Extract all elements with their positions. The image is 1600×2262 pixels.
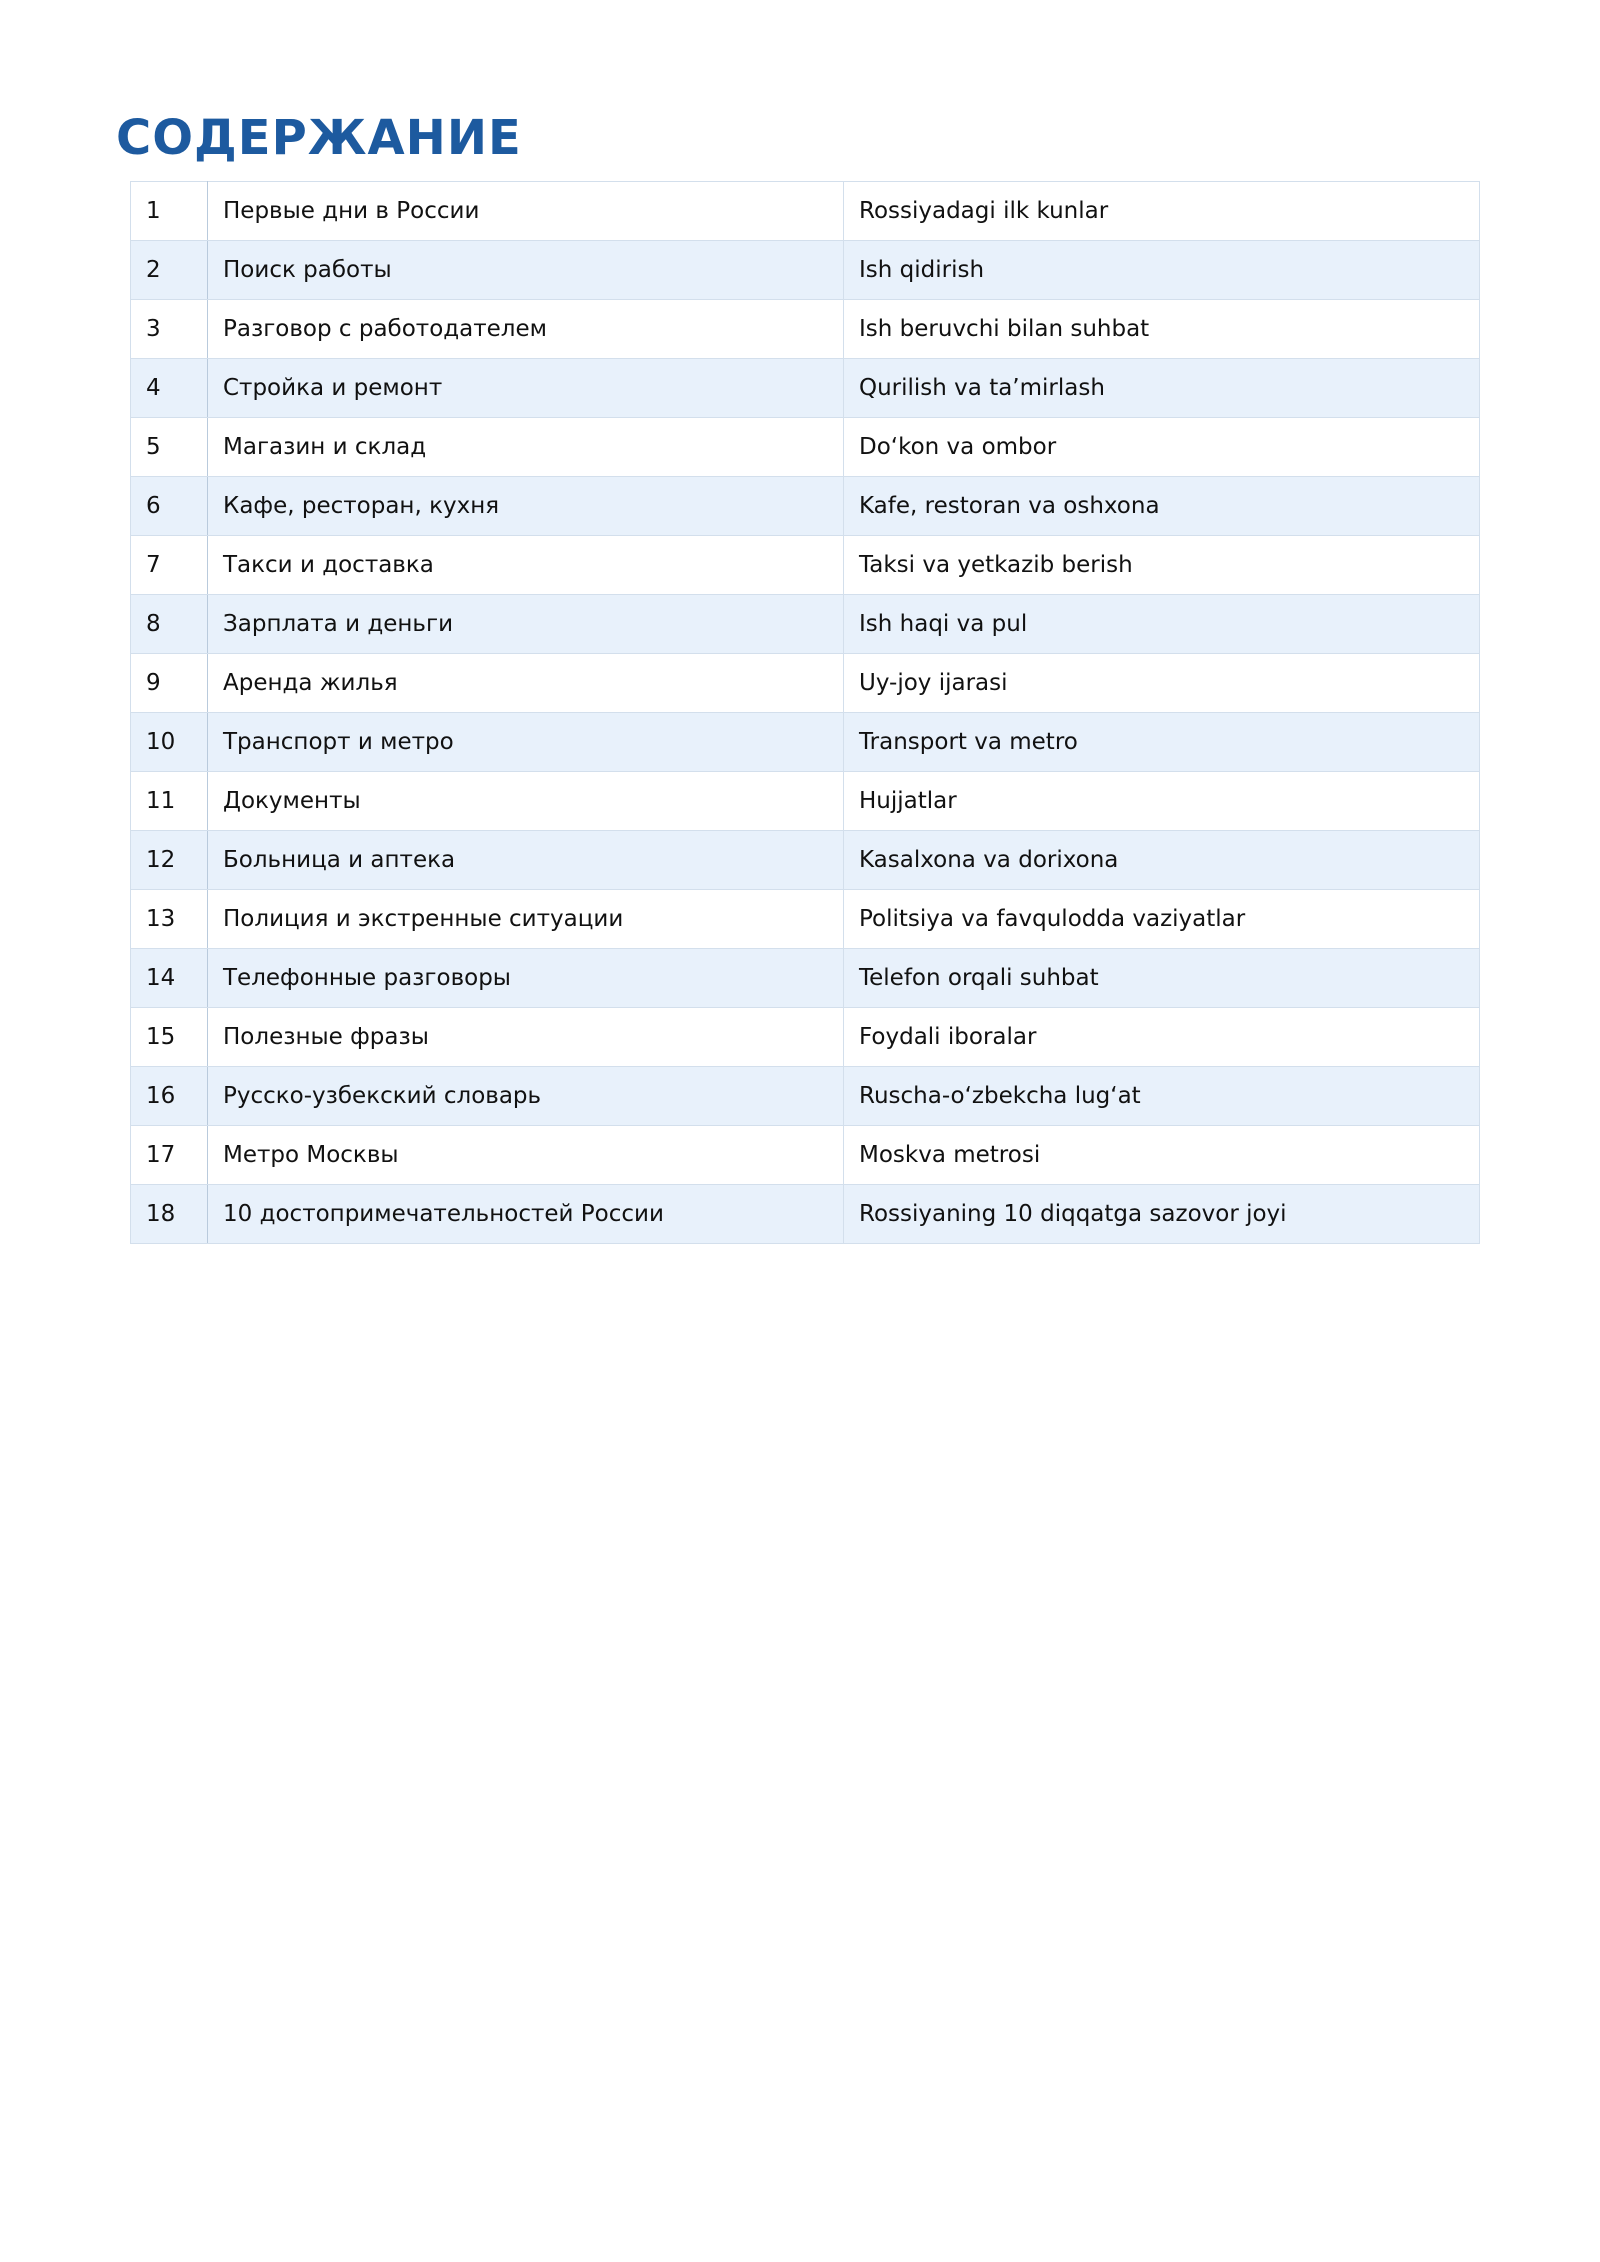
table-row[interactable] (131, 359, 1480, 418)
table-row[interactable] (131, 713, 1480, 772)
chapter-title-uz: Kafe, restoran va oshxona (844, 477, 1480, 536)
chapter-title-ru: Магазин и склад (208, 418, 844, 477)
chapter-number: 17 (131, 1126, 208, 1185)
chapter-title-ru: Кафе, ресторан, кухня (208, 477, 844, 536)
chapter-number: 18 (131, 1185, 208, 1244)
table-row[interactable] (131, 831, 1480, 890)
chapter-title-ru: Документы (208, 772, 844, 831)
chapter-title-ru: Полезные фразы (208, 1008, 844, 1067)
table-row[interactable] (131, 595, 1480, 654)
chapter-title-uz: Transport va metro (844, 713, 1480, 772)
chapter-title-uz: Qurilish va ta’mirlash (844, 359, 1480, 418)
chapter-title-uz: Hujjatlar (844, 772, 1480, 831)
chapter-title-uz: Telefon orqali suhbat (844, 949, 1480, 1008)
chapter-title-uz: Taksi va yetkazib berish (844, 536, 1480, 595)
table-row[interactable] (131, 536, 1480, 595)
chapter-title-uz: Uy-joy ijarasi (844, 654, 1480, 713)
table-row[interactable] (131, 772, 1480, 831)
chapter-number: 8 (131, 595, 208, 654)
chapter-title-ru: 10 достопримечательностей России (208, 1185, 844, 1244)
table-row[interactable] (131, 1185, 1480, 1244)
chapter-title-ru: Телефонные разговоры (208, 949, 844, 1008)
chapter-title-ru: Первые дни в России (208, 182, 844, 241)
chapter-number: 10 (131, 713, 208, 772)
table-row[interactable] (131, 418, 1480, 477)
chapter-title-ru: Стройка и ремонт (208, 359, 844, 418)
chapter-title-ru: Зарплата и деньги (208, 595, 844, 654)
table-of-contents (130, 181, 1480, 1244)
chapter-number: 12 (131, 831, 208, 890)
chapter-title-ru: Полиция и экстренные ситуации (208, 890, 844, 949)
chapter-title-ru: Поиск работы (208, 241, 844, 300)
chapter-number: 11 (131, 772, 208, 831)
table-row[interactable] (131, 1067, 1480, 1126)
chapter-number: 4 (131, 359, 208, 418)
chapter-title-ru: Метро Москвы (208, 1126, 844, 1185)
chapter-number: 6 (131, 477, 208, 536)
chapter-title-uz: Ruscha-o‘zbekcha lug‘at (844, 1067, 1480, 1126)
chapter-number: 9 (131, 654, 208, 713)
chapter-number: 2 (131, 241, 208, 300)
chapter-number: 7 (131, 536, 208, 595)
chapter-number: 5 (131, 418, 208, 477)
chapter-title-uz: Rossiyadagi ilk kunlar (844, 182, 1480, 241)
chapter-number: 13 (131, 890, 208, 949)
table-row[interactable] (131, 654, 1480, 713)
table-row[interactable] (131, 1008, 1480, 1067)
chapter-number: 14 (131, 949, 208, 1008)
page-title: СОДЕРЖАНИЕ (116, 110, 522, 166)
chapter-number: 16 (131, 1067, 208, 1126)
chapter-title-uz: Kasalxona va dorixona (844, 831, 1480, 890)
table-row[interactable] (131, 890, 1480, 949)
table-row[interactable] (131, 241, 1480, 300)
table-row[interactable] (131, 949, 1480, 1008)
chapter-title-uz: Politsiya va favqulodda vaziyatlar (844, 890, 1480, 949)
chapter-number: 1 (131, 182, 208, 241)
chapter-title-uz: Moskva metrosi (844, 1126, 1480, 1185)
toc-body (131, 182, 1480, 1244)
chapter-title-ru: Больница и аптека (208, 831, 844, 890)
table-row[interactable] (131, 1126, 1480, 1185)
chapter-title-uz: Rossiyaning 10 diqqatga sazovor joyi (844, 1185, 1480, 1244)
chapter-title-ru: Такси и доставка (208, 536, 844, 595)
chapter-title-uz: Ish haqi va pul (844, 595, 1480, 654)
table-row[interactable] (131, 300, 1480, 359)
chapter-number: 3 (131, 300, 208, 359)
table-row[interactable] (131, 182, 1480, 241)
chapter-title-uz: Foydali iboralar (844, 1008, 1480, 1067)
chapter-title-uz: Do‘kon va ombor (844, 418, 1480, 477)
table-row[interactable] (131, 477, 1480, 536)
chapter-title-ru: Транспорт и метро (208, 713, 844, 772)
chapter-title-uz: Ish qidirish (844, 241, 1480, 300)
chapter-title-ru: Аренда жилья (208, 654, 844, 713)
chapter-title-ru: Разговор с работодателем (208, 300, 844, 359)
chapter-title-uz: Ish beruvchi bilan suhbat (844, 300, 1480, 359)
chapter-number: 15 (131, 1008, 208, 1067)
chapter-title-ru: Русско-узбекский словарь (208, 1067, 844, 1126)
